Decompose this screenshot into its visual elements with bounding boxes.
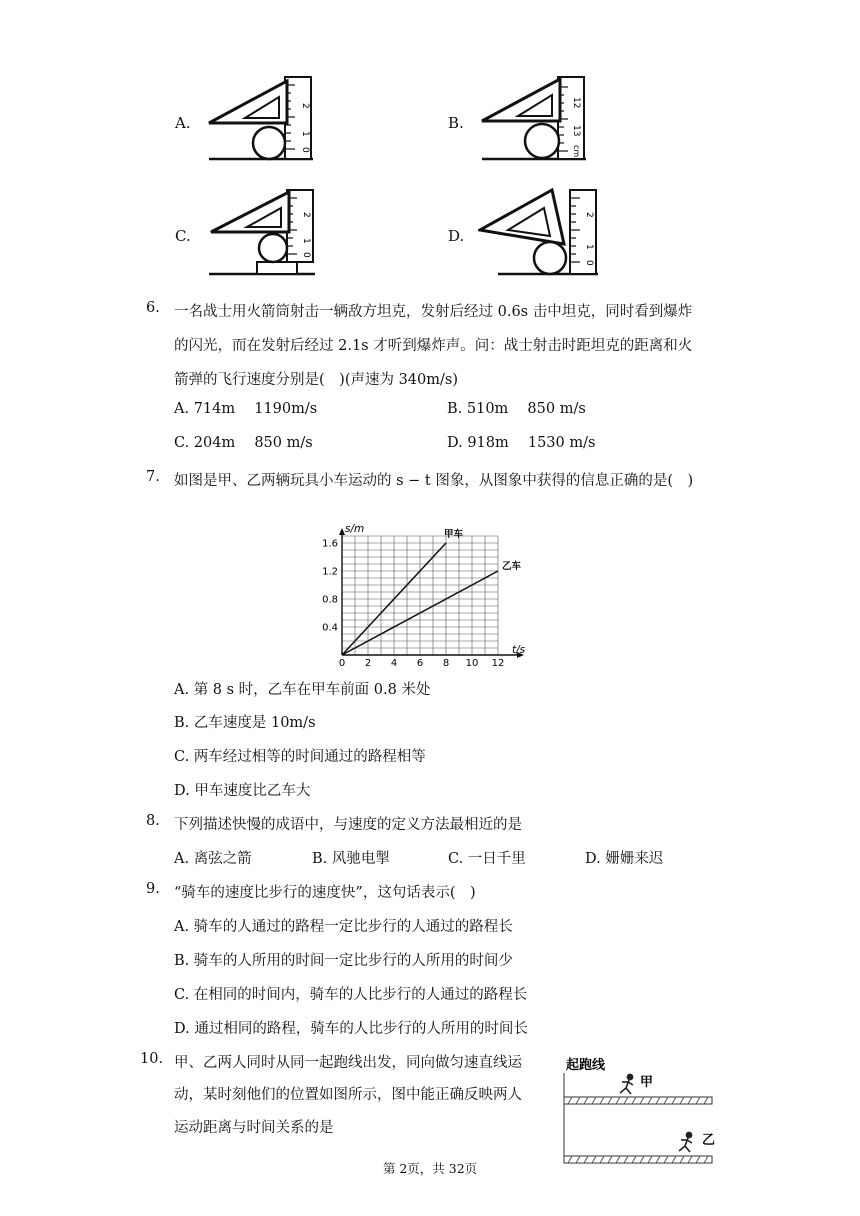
option-a-label: A. xyxy=(175,114,191,132)
question-8-option-a[interactable]: A. 离弦之箭 xyxy=(174,851,252,867)
runner-yi-icon xyxy=(679,1132,692,1152)
question-9-option-c[interactable]: C. 在相同的时间内，骑车的人比步行的人通过的路程长 xyxy=(174,987,528,1003)
runner-jia-label: 甲 xyxy=(640,1075,654,1090)
ruler-mark: 2 xyxy=(301,212,311,218)
ruler-mark: 2 xyxy=(584,212,594,218)
question-8-option-c[interactable]: C. 一日千里 xyxy=(448,851,526,867)
question-10-line-1: 甲、乙两人同时从同一起跑线出发，同向做匀速直线运 xyxy=(174,1055,522,1071)
question-6-option-c[interactable]: C. 204m 850 m/s xyxy=(174,435,313,451)
question-6-option-d[interactable]: D. 918m 1530 m/s xyxy=(447,435,596,451)
x-tick-label: 2 xyxy=(364,658,372,666)
question-6-line-2: 的闪光，而在发射后经过 2.1s 才听到爆炸声。问：战士射击时距坦克的距离和火 xyxy=(174,338,693,354)
runner-jia-icon xyxy=(620,1074,633,1094)
question-9-text: “骑车的速度比步行的速度快”，这句话表示( ) xyxy=(174,885,476,901)
x-axis-label: t/s xyxy=(512,644,526,656)
question-8-option-d[interactable]: D. 姗姗来迟 xyxy=(585,851,664,867)
ruler-mark: 13 xyxy=(571,125,581,137)
page-footer: 第 2页，共 32页 xyxy=(382,1161,478,1176)
question-7-option-c[interactable]: C. 两车经过相等的时间通过的路程相等 xyxy=(174,749,426,765)
st-graph xyxy=(312,522,552,670)
x-tick-label: 8 xyxy=(442,658,450,666)
question-7-option-a[interactable]: A. 第 8 s 时，乙车在甲车前面 0.8 米处 xyxy=(174,682,431,698)
x-tick-label: 4 xyxy=(390,658,398,666)
question-7-option-b[interactable]: B. 乙车速度是 10m/s xyxy=(174,715,316,731)
question-10-line-3: 运动距离与时间关系的是 xyxy=(174,1120,334,1136)
ruler-mark: 0 xyxy=(301,252,311,258)
question-8-number: 8. xyxy=(146,813,160,829)
option-c-label: C. xyxy=(175,227,191,245)
question-9-option-d[interactable]: D. 通过相同的路程，骑车的人比步行的人所用的时间长 xyxy=(174,1021,528,1037)
series-label-2: 乙车 xyxy=(502,561,522,572)
question-6-line-1: 一名战士用火箭筒射击一辆敌方坦克，发射后经过 0.6s 击中坦克，同时看到爆炸 xyxy=(174,304,693,320)
ruler-mark: 1 xyxy=(584,244,594,250)
question-7-text: 如图是甲、乙两辆玩具小车运动的 s − t 图象，从图象中获得的信息正确的是( ) xyxy=(174,473,694,489)
ruler-mark: cm xyxy=(572,145,581,158)
question-7-number: 7. xyxy=(146,469,160,485)
question-6-number: 6. xyxy=(146,300,160,316)
x-tick-label: 12 xyxy=(491,658,505,666)
runner-yi-label: 乙 xyxy=(702,1133,716,1148)
y-tick-label: 0.8 xyxy=(322,594,338,606)
figure-ruler-d xyxy=(478,186,600,278)
question-6-option-a[interactable]: A. 714m 1190m/s xyxy=(174,401,318,417)
question-7-option-d[interactable]: D. 甲车速度比乙车大 xyxy=(174,783,311,799)
question-8-option-b[interactable]: B. 风驰电掣 xyxy=(312,851,390,867)
option-b-label: B. xyxy=(448,114,464,132)
question-6-line-3: 箭弹的飞行速度分别是( )(声速为 340m/s) xyxy=(174,372,458,388)
race-track-figure xyxy=(556,1053,722,1171)
figure-ruler-c xyxy=(207,186,317,278)
y-tick-label: 0.4 xyxy=(322,622,338,634)
y-tick-label: 1.2 xyxy=(322,566,338,578)
question-10-number: 10. xyxy=(140,1051,164,1067)
series-label-1: 甲车 xyxy=(444,529,464,540)
start-line-label: 起跑线 xyxy=(566,1058,606,1073)
question-9-option-b[interactable]: B. 骑车的人所用的时间一定比步行的人所用的时间少 xyxy=(174,953,513,969)
option-d-label: D. xyxy=(448,227,465,245)
question-8-text: 下列描述快慢的成语中，与速度的定义方法最相近的是 xyxy=(174,817,522,833)
figure-ruler-a xyxy=(207,73,315,163)
ruler-mark: 1 xyxy=(300,131,310,137)
ruler-mark: 1 xyxy=(301,238,311,244)
question-9-option-a[interactable]: A. 骑车的人通过的路程一定比步行的人通过的路程长 xyxy=(174,919,513,935)
ruler-mark: 12 xyxy=(571,97,581,109)
ruler-mark: 0 xyxy=(584,260,594,266)
x-tick-label: 10 xyxy=(465,658,479,666)
x-tick-label: 0 xyxy=(338,658,346,666)
y-tick-label: 1.6 xyxy=(322,538,338,550)
question-10-line-2: 动，某时刻他们的位置如图所示，图中能正确反映两人 xyxy=(174,1087,522,1103)
y-axis-label: s/m xyxy=(345,523,365,535)
question-9-number: 9. xyxy=(146,881,160,897)
question-6-option-b[interactable]: B. 510m 850 m/s xyxy=(447,401,586,417)
x-tick-label: 6 xyxy=(416,658,424,666)
ruler-mark: 2 xyxy=(300,103,310,109)
figure-ruler-b xyxy=(480,73,588,163)
ruler-mark: 0 xyxy=(300,147,310,153)
